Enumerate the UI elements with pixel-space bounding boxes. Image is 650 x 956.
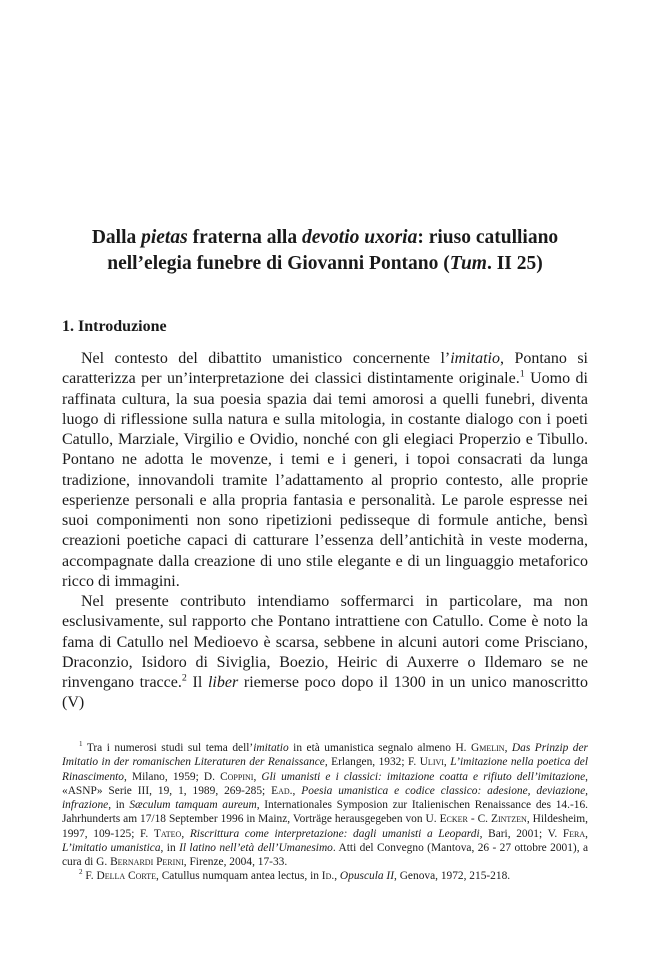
footnote-number: 2 (79, 868, 83, 877)
fn-author: Ulivi (419, 756, 444, 769)
fn-text: , (443, 756, 451, 769)
fn-text: - C. (467, 813, 491, 826)
fn-text: , (181, 827, 190, 840)
paragraph-1 (62, 349, 588, 592)
footnotes (62, 741, 588, 884)
fn-text: , Bari, 2001; V. (479, 827, 563, 840)
title-text: . II 25) (486, 253, 543, 274)
fn-text: , in (160, 841, 180, 854)
fn-text: , (585, 827, 589, 840)
fn-author: Zintzen (490, 813, 527, 826)
fn-text: , Catullus numquam antea lectus, in (156, 870, 322, 883)
section-heading: 1. Introduzione (62, 318, 167, 335)
italic-term: liber (207, 674, 239, 691)
title-text: : riuso catulliano (417, 227, 559, 248)
title-line-2 (62, 251, 588, 277)
fn-text: , Hildesheim, 1997, 109-125; F. (62, 813, 588, 840)
fn-author: Tateo (153, 827, 182, 840)
fn-author: Ecker (439, 813, 468, 826)
fn-text: , in (108, 799, 130, 811)
fn-italic: Riscrittura come interpretazione: dagli umanisti a Leopardi (189, 827, 480, 840)
fn-italic: imitatio (253, 742, 289, 754)
paragraph-2 (62, 592, 588, 714)
fn-author: Ead. (271, 784, 293, 797)
fn-text: in età umanistica segnalo almeno H. (288, 742, 472, 754)
fn-author: Fera (562, 827, 586, 840)
footnote-ref-1[interactable]: 1 (519, 368, 525, 380)
text-run: riemerse poco dopo il 1300 in un unico manoscritto (V) (62, 674, 589, 712)
fn-text: Tra i numerosi studi sul tema dell’ (82, 742, 254, 754)
text-run: Nel presente contributo intendiamo soffermarci in particolare, ma non esclusivamente, sul rapporto che Pontano intrattiene con Catullo. Come è noto la fama di Catullo nel Medioevo è scarsa, sebbene in alcuni autori come Prisciano, Draconzio, Isidoro di Siviglia, Boezio, Heiric di Auxerre o Ildemaro se ne rinvengano tracce. (62, 593, 588, 691)
fn-italic: L’imitazione nella poetica del Rinascimento (62, 756, 588, 783)
title-text: Dalla (91, 227, 142, 248)
text-run: Nel contesto del dibattito umanistico concernente l’ (81, 350, 451, 367)
body-text (62, 349, 588, 714)
fn-italic: Gli umanisti e i classici: imitazione coatta e rifiuto dell’imitazione (261, 770, 586, 783)
text-run: , Pontano si caratterizza per un’interpretazione dei classici distintamente originale. (62, 350, 588, 388)
title-italic-term: pietas (141, 227, 188, 248)
fn-text: , Genova, 1972, 215-218. (394, 870, 511, 883)
fn-italic: Il latino nell’età dell’Umanesimo (179, 841, 333, 854)
fn-text: , Erlangen, 1932; F. (324, 756, 420, 769)
paper-page (62, 0, 588, 956)
fn-italic: Das Prinzip der Imitatio in der romanischen Literaturen der Renaissance (62, 742, 588, 769)
fn-author: Della Corte (96, 870, 157, 883)
footnote-2 (62, 869, 588, 883)
footnote-number: 1 (79, 740, 83, 749)
fn-italic: Poesia umanistica e codice classico: adesione, deviazione, infrazione (62, 784, 588, 811)
title-italic-term: Tum (449, 253, 487, 274)
fn-author: Gmelin (471, 742, 505, 754)
fn-text: , (292, 784, 302, 797)
fn-italic: Sæculum tamquam aureum (129, 799, 257, 811)
fn-italic: L’imitatio umanistica (62, 841, 161, 854)
fn-text: , (504, 742, 512, 754)
title-text: nell’elegia funebre di Giovanni Pontano ( (107, 253, 450, 274)
fn-author: Id. (321, 870, 335, 883)
text-run: Il (186, 674, 208, 691)
footnote-ref-2[interactable]: 2 (181, 672, 187, 684)
fn-text: , Internationales Symposion zur Italienischen Renaissance des 14.-16. Jahrhunderts am 17/18 September 1996 in Mainz, Vorträge herausgegeben von U. (62, 799, 588, 826)
title-text: fraterna alla (187, 227, 302, 248)
title-italic-term: devotio uxoria (301, 227, 418, 248)
title-line-1 (62, 225, 588, 251)
italic-term: imitatio (450, 350, 500, 367)
fn-text: , Milano, 1959; D. (124, 770, 221, 783)
fn-author: Bernardi Perini (110, 856, 184, 868)
article-title (62, 225, 588, 277)
fn-italic: Opuscula II (339, 870, 395, 883)
footnote-1 (62, 741, 588, 869)
fn-text: . Atti del Convegno (Mantova, 26 - 27 ottobre 2001), a cura di G. (62, 841, 589, 868)
fn-text: , «ASNP» Serie III, 19, 1, 1989, 269-285; (62, 770, 588, 797)
fn-text: , (253, 770, 262, 783)
text-run: Uomo di raffinata cultura, la sua poesia spazia dai temi amorosi a quelli funebri, diventa luogo di riflessione sulla natura e sulla mitologia, in costante dialogo con i poeti Catullo, Marziale, Virgilio e Ovidio, nonché con gli elegiaci Properzio e Tibullo. Pontano ne adotta le movenze, i temi e i generi, i topoi consacrati da lunga tradizione, innovandoli tramite l’adattamento al proprio contesto, alle proprie esperienze personali e alla propria fantasia e personalità. Le parole espresse nei suoi componimenti non sono ripetizioni pedisseque di formule antiche, bensì creazioni poetiche capaci di catturare l’essenza dell’antichità in veste moderna, accompagnate dalla creazione di uno stile elegante e di un linguaggio metaforico ricco di immagini. (62, 370, 588, 590)
fn-text: , (334, 870, 340, 883)
fn-author: Coppini (220, 770, 254, 783)
fn-text: , Firenze, 2004, 17-33. (183, 856, 288, 868)
fn-text: F. (82, 870, 97, 883)
